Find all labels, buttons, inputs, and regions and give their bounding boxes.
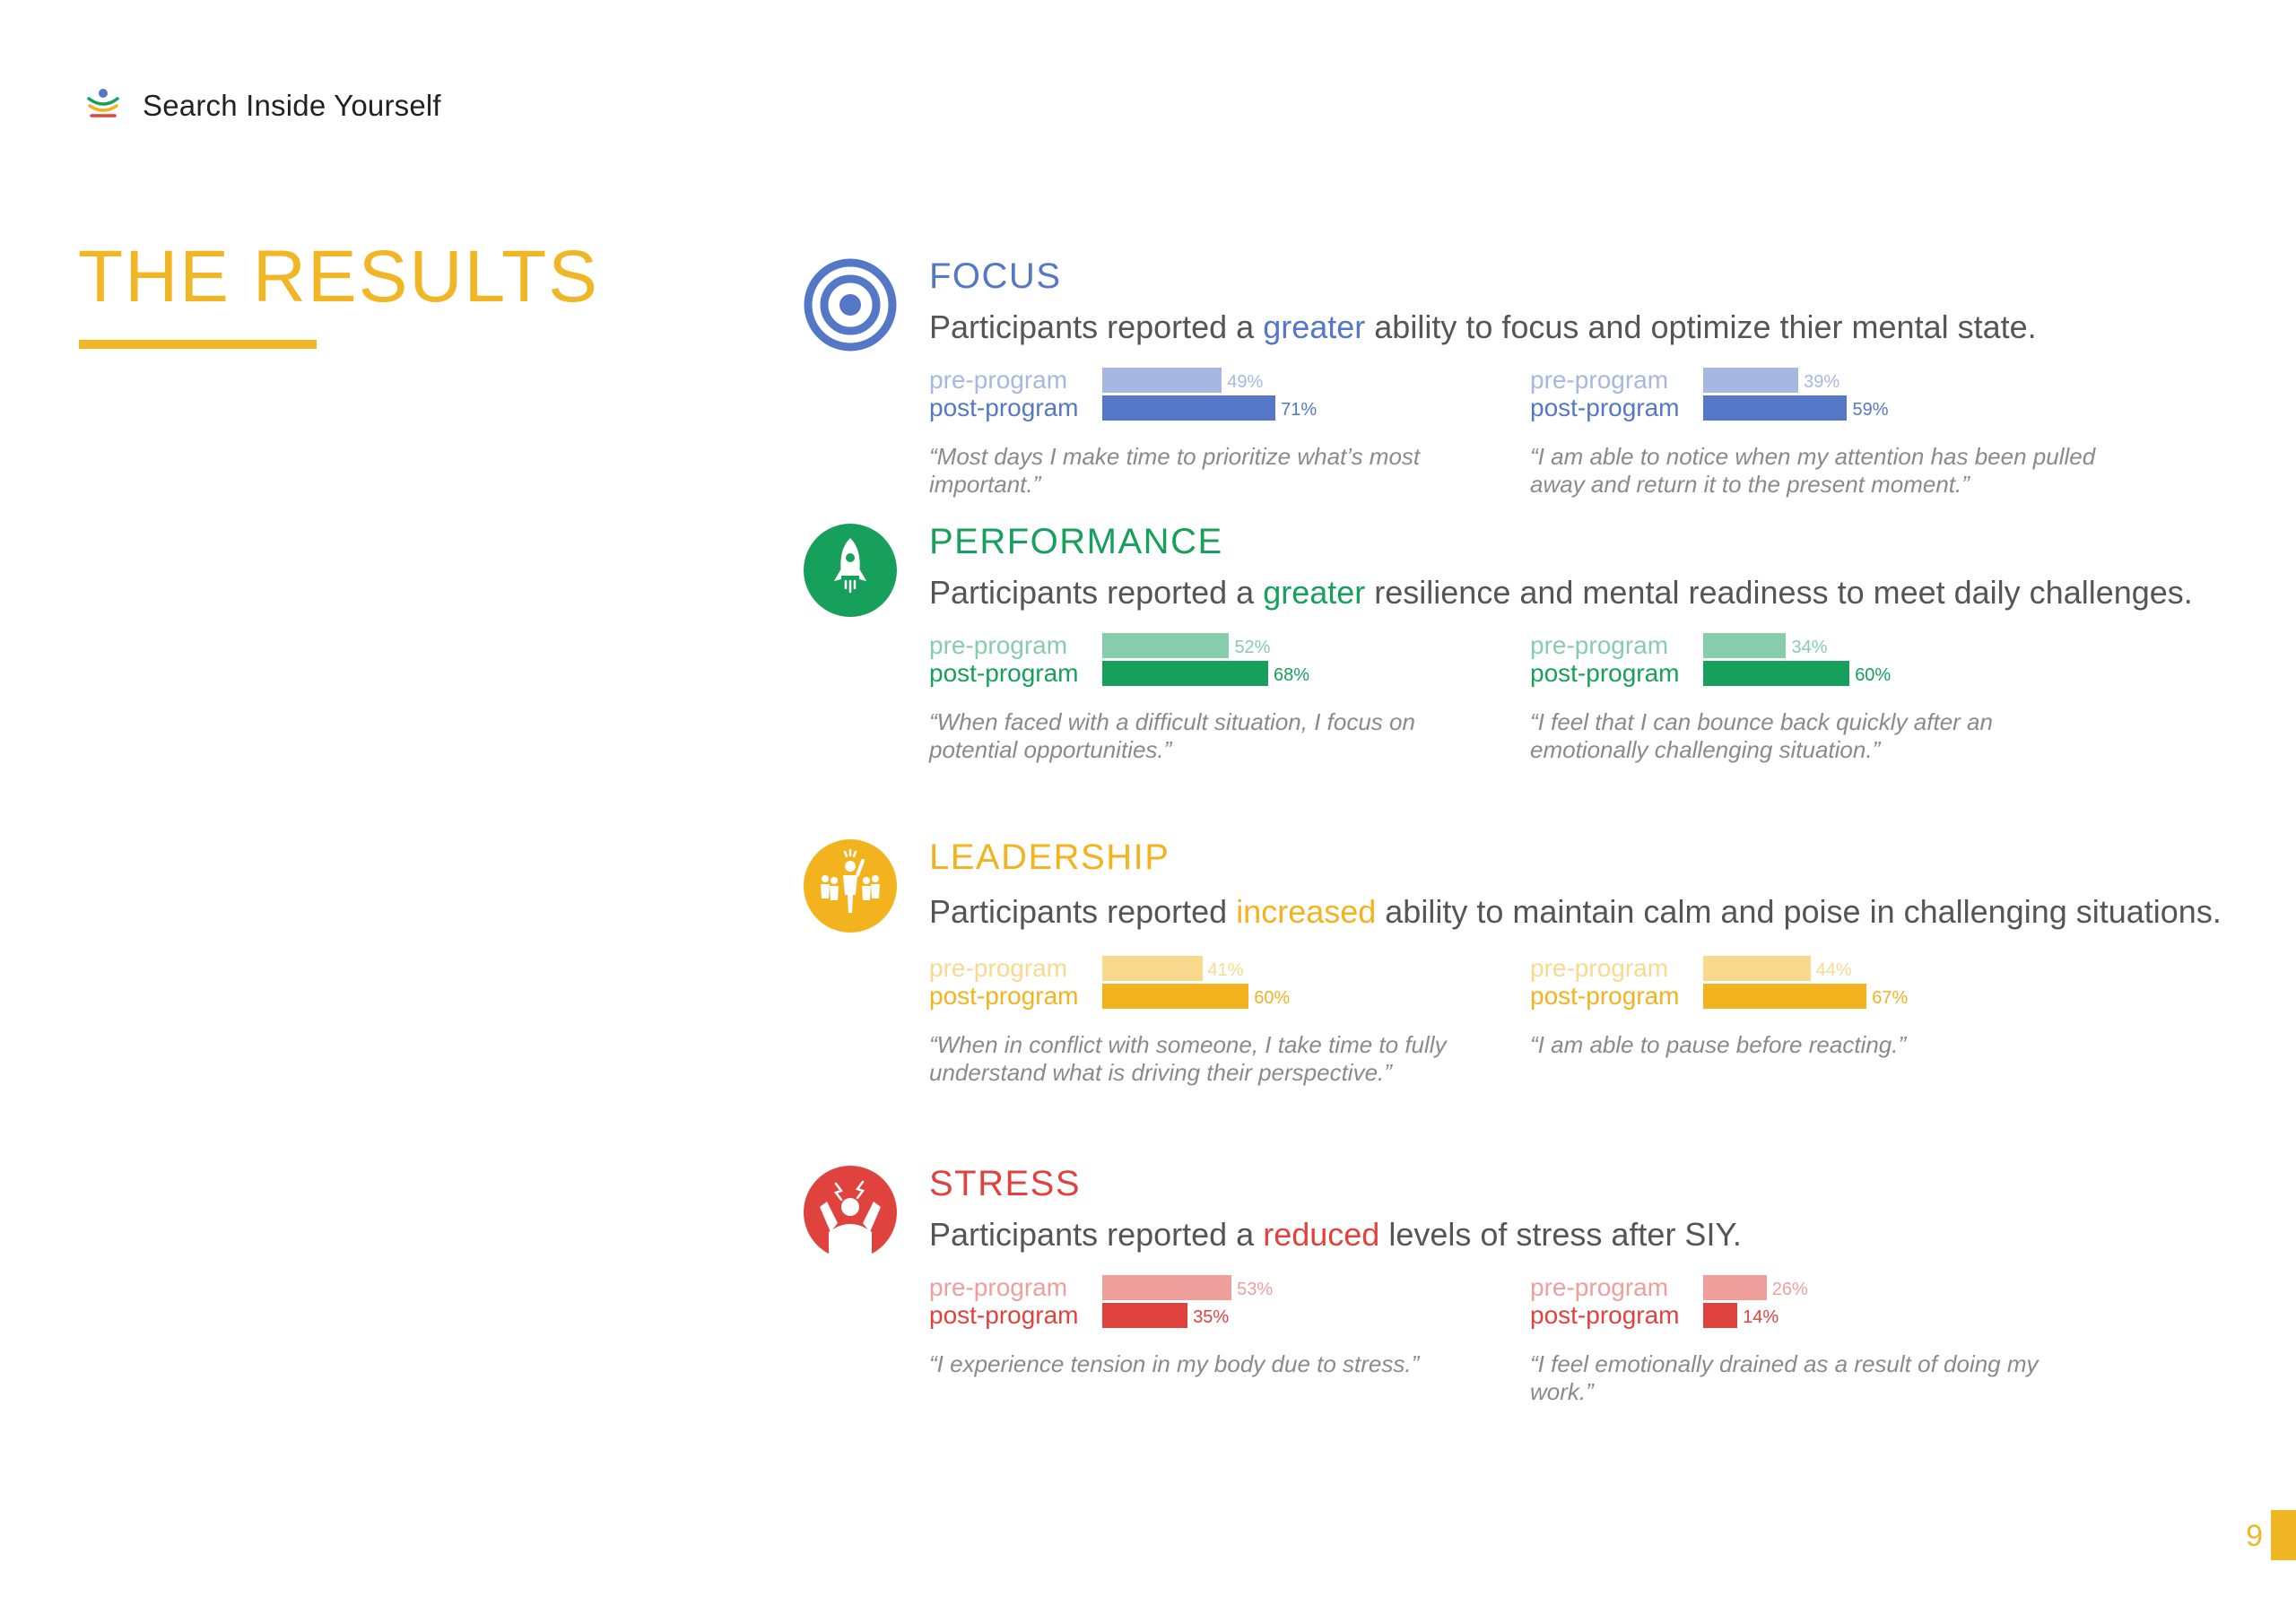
pre-program-label: pre-program [929,954,1068,982]
post-program-label: post-program [1530,1301,1680,1329]
post-program-bar [1703,661,1849,686]
section-description: Participants reported a greater resilience and mental readiness to meet daily challenges. [929,574,2193,611]
post-program-value: 60% [1254,988,1291,1008]
section-heading: LEADERSHIP [929,838,1170,877]
pre-program-label: pre-program [1530,954,1669,982]
survey-quote: “Most days I make time to prioritize what’s most important.” [929,443,1421,498]
highlight-word: increased [1236,893,1377,930]
post-program-value: 60% [1855,665,1892,685]
metric [1530,631,2122,764]
pre-program-bar [1703,1275,1767,1300]
pre-program-bar [1703,633,1786,658]
pre-program-label: pre-program [1530,631,1669,659]
target-icon [804,258,897,352]
pre-row [1530,1273,2122,1301]
pre-program-label: pre-program [1530,1273,1669,1301]
section-heading: FOCUS [929,256,1062,296]
pre-program-bar [1102,633,1229,658]
pre-program-bar [1102,956,1203,981]
metric [1530,954,2122,1059]
metrics [929,1273,2239,1426]
metric [1530,366,2122,499]
section-heading: STRESS [929,1164,1082,1203]
page-tab [2271,1510,2296,1560]
pre-program-value: 52% [1234,638,1271,657]
leader-icon [804,839,897,933]
metric [929,631,1521,764]
pre-row [1530,631,2122,659]
post-program-bar [1102,661,1268,686]
post-row [929,1301,1521,1329]
post-program-bar [1102,1303,1187,1328]
post-program-value: 68% [1273,665,1309,685]
rocket-icon [804,524,897,617]
pre-row [1530,366,2122,394]
pre-program-bar [1703,956,1811,981]
title-underline [79,340,317,349]
survey-quote: “When in conflict with someone, I take time to fully understand what is driving their perspective.” [929,1031,1447,1086]
pre-row [1530,954,2122,982]
post-program-label: post-program [1530,394,1680,421]
post-row [1530,1301,2122,1329]
survey-quote: “I experience tension in my body due to stress.” [929,1350,1420,1377]
post-row [929,982,1521,1010]
metrics [929,631,2239,784]
stressed-person-icon [804,1166,897,1259]
post-program-value: 59% [1852,400,1889,420]
metrics [929,954,2239,1107]
pre-program-value: 53% [1237,1280,1274,1299]
highlight-word: greater [1263,574,1366,611]
post-program-label: post-program [929,659,1079,687]
post-program-bar [1703,1303,1737,1328]
metrics [929,366,2239,518]
section-heading: PERFORMANCE [929,522,1223,561]
post-program-label: post-program [1530,659,1680,687]
post-program-value: 67% [1872,988,1909,1008]
metric [929,366,1521,499]
section-description: Participants reported a reduced levels of stress after SIY. [929,1216,1742,1253]
post-program-value: 14% [1743,1307,1779,1327]
pre-program-value: 49% [1227,372,1264,392]
post-program-value: 71% [1281,400,1318,420]
post-row [1530,982,2122,1010]
pre-row [929,631,1521,659]
pre-program-value: 44% [1815,960,1852,980]
pre-program-value: 26% [1771,1280,1808,1299]
survey-quote: “I am able to notice when my attention has been pulled away and return it to the present moment.” [1530,443,2096,498]
brand [83,86,441,126]
highlight-word: greater [1263,308,1366,345]
post-program-label: post-program [929,394,1079,421]
pre-row [929,954,1521,982]
post-program-bar [1703,984,1866,1009]
post-program-label: post-program [929,982,1079,1010]
pre-program-bar [1102,368,1222,393]
pre-row [929,1273,1521,1301]
section-description: Participants reported increased ability to maintain calm and poise in challenging situations. [929,893,2222,930]
metric [929,954,1521,1087]
metric [929,1273,1521,1378]
post-program-bar [1102,984,1248,1009]
post-program-value: 35% [1193,1307,1230,1327]
post-program-bar [1703,395,1847,421]
pre-program-label: pre-program [929,631,1068,659]
pre-program-bar [1703,368,1798,393]
post-row [1530,659,2122,687]
pre-program-label: pre-program [1530,366,1669,394]
pre-program-bar [1102,1275,1231,1300]
survey-quote: “I feel emotionally drained as a result of doing my work.” [1530,1350,2039,1405]
page-number: 9 [2246,1519,2263,1553]
section-description: Participants reported a greater ability to focus and optimize thier mental state. [929,308,2037,345]
pre-program-label: pre-program [929,1273,1068,1301]
survey-quote: “I feel that I can bounce back quickly after an emotionally challenging situation.” [1530,708,1993,763]
pre-program-value: 39% [1804,372,1840,392]
survey-quote: “When faced with a difficult situation, I focus on potential opportunities.” [929,708,1415,763]
brand-name: Search Inside Yourself [143,89,441,122]
pre-program-value: 34% [1791,638,1828,657]
page-title: THE RESULTS [78,236,599,317]
post-row [929,394,1521,421]
highlight-word: reduced [1263,1216,1380,1253]
post-program-label: post-program [929,1301,1079,1329]
pre-program-value: 41% [1207,960,1244,980]
survey-quote: “I am able to pause before reacting.” [1530,1031,1907,1058]
pre-program-label: pre-program [929,366,1068,394]
post-program-label: post-program [1530,982,1680,1010]
pre-row [929,366,1521,394]
post-program-bar [1102,395,1275,421]
metric [1530,1273,2122,1406]
siy-logo-icon [83,86,123,126]
post-row [1530,394,2122,421]
post-row [929,659,1521,687]
